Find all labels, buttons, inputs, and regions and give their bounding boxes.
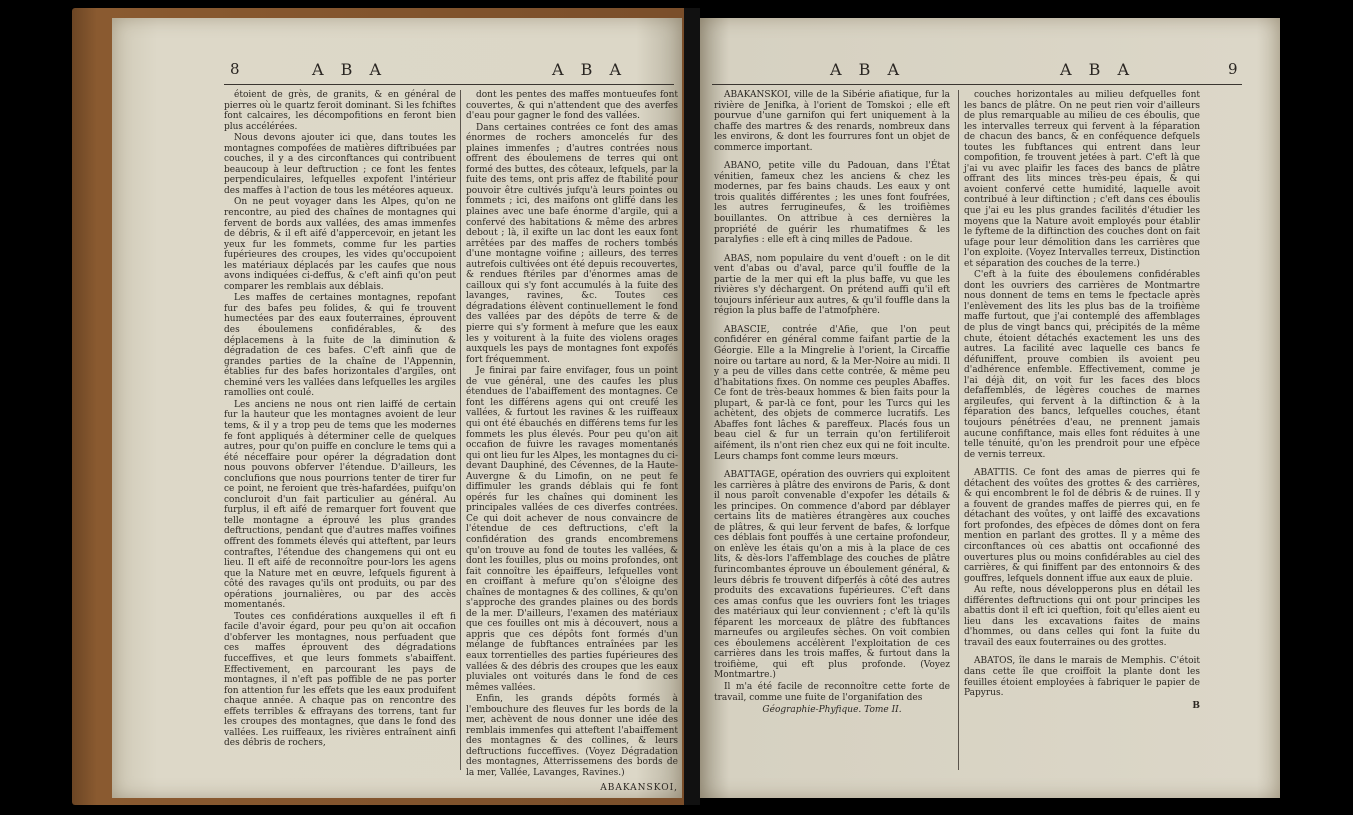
running-head: A B A: [830, 60, 906, 79]
paragraph: Nous devons ajouter ici que, dans toutes les montagnes compofées de matières diftribuées par couches, il y a des circonftances qui contribuent beaucoup à leur deftruction ; ce font les fentes perpendiculaires, lefquelles expofent l'intérieur des maffes à l'action de tous les météores aqueux.: [224, 133, 456, 196]
right-page-column-2: [964, 90, 1200, 780]
running-head: A B A: [312, 60, 388, 79]
page-number: 9: [1228, 60, 1241, 78]
right-page-header: [700, 60, 1280, 84]
paragraph: ABAKANSKOI, ville de la Sibérie afiatique, fur la rivière de Jenifka, à l'orient de Tomskoi ; elle eft pourvue d'une garnifon qui fert uniquement à la chaffe des martres & des renards, nombreux dans les environs, & dont les fourrures font un objet de commerce important.: [714, 90, 950, 153]
left-page: [112, 18, 682, 798]
header-rule: [712, 84, 1242, 85]
page-number: 8: [230, 60, 243, 78]
paragraph: Les maffes de certaines montagnes, repofant fur des bafes peu folides, & qui fe trouvent humectées par des eaux fouterraines, éprouvent des éboulemens confidérables, & des déplacemens à la fuite de la diminution & dégradation de ces bafes. C'eft ainfi que de grandes parties de la chaîne de l'Appennin, établies fur des bafes horizontales d'argiles, ont cheminé vers les vallées dans lefquelles les argiles ramollies ont coulé.: [224, 293, 456, 399]
paragraph: ABATOS, île dans le marais de Memphis. C'étoit dans cette île que croiffoit la plante dont les feuilles étoient employées à fabriquer le papier de Papyrus.: [964, 656, 1200, 699]
paragraph: ABATTAGE, opération des ouvriers qui exploitent les carrières à plâtre des environs de Paris, & dont il nous paroît convenable d'expofer les détails & les principes. On commence d'abord par déblayer certains lits de matières étrangères aux couches de plâtres, & qui leur fervent de bafes, & lorfque ces déblais font pouffés à une certaine profondeur, on enlève les étais qu'on a mis à la place de ces lits, & dès-lors l'affemblage des couches de plâtre furincombantes éprouve un éboulement général, & leurs débris fe trouvent difperfés à côté des autres produits des excavations fupérieures. C'eft dans ces amas confus que les ouvriers font les triages des matériaux qui leur conviennent ; c'eft là qu'ils féparent les morceaux de plâtre des fubftances marneufes ou argileufes sèches. On voit combien ces éboulemens accélèrent l'exploitation de ces carrières dans les trois maffes, & furtout dans la troifième, qui eft plus profonde. (Voyez Montmartre.): [714, 470, 950, 681]
running-head: A B A: [552, 60, 628, 79]
book: [72, 8, 1292, 805]
right-page: [700, 18, 1280, 798]
paragraph: Enfin, les grands dépôts formés à l'embouchure des fleuves fur les bords de la mer, achèvent de nous donner une idée des remblais immenfes qui atteftent l'abaiffement des montagnes & des collines, & leurs deftructions fucceffives. (Voyez Dégradation des montagnes, Atterrissemens des bords de la mer, Vallée, Lavanges, Ravines.): [466, 694, 678, 778]
catchword: ABAKANSKOI,: [600, 782, 678, 793]
paragraph: Dans certaines contrées ce font des amas énormes de rochers amoncelés fur des plaines immenfes ; d'autres contrées nous offrent des éboulemens de terres qui ont formé des buttes, des côteaux, lefquels, par la fuite des tems, ont pris affez de ftabilité pour pouvoir être cultivés jufqu'à leurs pointes ou fommets ; ici, des maifons ont gliffé dans les plaines avec une bafe énorme d'argile, qui a confervé des habitations & même des arbres debout ; là, il exifte un lac dont les eaux font arrêtées par des maffes de rochers tombés d'une montagne voifine ; ailleurs, des terres autrefois cultivées ont été depuis recouvertes, & rendues ftériles par d'énormes amas de cailloux qui s'y font accumulés à la fuite des lavanges, ravines, &c. Toutes ces dégradations élèvent continuellement le fond des vallées par des dépôts de terre & de pierre qui s'y forment à mefure que les eaux les y voiturent à la fuite des violens orages auxquels les pays de montagnes font expofés fort fréquemment.: [466, 122, 678, 365]
paragraph: dont les pentes des maffes montueufes font couvertes, & qui n'attendent que des averfes d'eau pour gagner le fond des vallées.: [466, 90, 678, 122]
left-page-header: [112, 60, 682, 84]
header-rule: [224, 84, 674, 85]
paragraph: couches horizontales au milieu defquelles font les bancs de plâtre. On ne peut rien voir d'ailleurs de plus remarquable au milieu de ces éboulis, que les intervalles terreux qui fervent à la féparation de chacun des bancs, & en conféquence defquels toutes les fubftances qui entrent dans leur compofition, fe trouvent jetées à part. C'eft là que j'ai vu avec plaifir les faces des bancs de plâtre offrant des lits minces très-peu épais, & qui avoient confervé cette humidité, laquelle avoit contribué à leur diftinction ; c'eft dans ces éboulis que j'ai eu les plus grandes facilités d'étudier les moyens que la Nature avoit employés pour établir le fyfteme de la diftinction des couches dont on fait ufage pour leur démolition dans les carrières que l'on exploite. (Voyez Intervalles terreux, Distinction et séparation des couches de la terre.): [964, 90, 1200, 269]
book-gutter: [684, 8, 700, 805]
paragraph: Au refte, nous développerons plus en détail les différentes deftructions qui ont pour principes les abattis dont il eft ici queftion, foit qu'elles aient eu lieu dans les excavations faites de mains d'hommes, ou dans celles qui font la fuite du travail des eaux fouterraines ou des grottes.: [964, 585, 1200, 648]
paragraph: Toutes ces confidérations auxquelles il eft fi facile d'avoir égard, pour peu qu'on ait occafion d'obferver les montagnes, nous perfuadent que ces maffes éprouvent des dégradations fucceffives, et que leurs fommets s'abaiffent. Effectivement, en parcourant les pays de montagnes, il n'eft pas poffible de ne pas porter fon attention fur les effets que les eaux produifent chaque année. A chaque pas on rencontre des effets terribles & effrayans des torrens, tant fur les croupes des montagnes, que dans le fond des vallées. Les ruiffeaux, les rivières entraînent ainfi des débris de rochers,: [224, 611, 456, 749]
paragraph: ABANO, petite ville du Padouan, dans l'État vénitien, fameux chez les anciens & chez les modernes, par fes bains chauds. Les eaux y ont trois qualités différentes ; les unes font foufrées, les autres ferrugineufes, & les troifièmes bouillantes. On attribue à ces dernières la propriété de guérir les rhumatifmes & les paralyfies : elle eft à cinq milles de Padoue.: [714, 161, 950, 246]
paragraph: On ne peut voyager dans les Alpes, qu'on ne rencontre, au pied des chaînes de montagnes qui fervent de bords aux vallées, des amas immenfes de débris, & il eft aifé d'appercevoir, en jetant les yeux fur les fommets, comme fur les parties fupérieures des croupes, les vides qu'occupoient les matériaux déplacés par les caufes que nous avons indiquées ci-deffus, & c'eft ainfi qu'on peut comparer les remblais aux déblais.: [224, 197, 456, 292]
paragraph: étoient de grès, de granits, & en général de pierres où le quartz feroit dominant. Si les fchiftes font calcaires, les décompofitions en feront bien plus accélérées.: [224, 90, 456, 132]
column-rule: [460, 90, 461, 770]
paragraph: ABASCIE, contrée d'Afie, que l'on peut confidérer en général comme faifant partie de la Géorgie. Elle a la Mingrelie à l'orient, la Circaffie noire ou tartare au nord, & la Mer-Noire au midi. Il y a peu de villes dans cette contrée, & même peu d'habitations fixes. On nomme ces peuples Abaffes. Ce font de très-beaux hommes & bien faits pour la plupart, & par-là ce font, pour les Turcs qui les achètent, des objets de commerce lucratifs. Les Abaffes font lâches & pareffeux. Placés fous un beau ciel & fur un terrain qu'on fertiliferoit aifément, ils n'ont rien chez eux qui ne foit inculte. Leurs champs font comme leurs mœurs.: [714, 324, 950, 462]
paragraph: Il m'a été facile de reconnoître cette forte de travail, comme une fuite de l'organifation des: [714, 681, 950, 703]
paragraph: C'eft à la fuite des éboulemens confidérables dont les ouvriers des carrières de Montmartre nous donnent de tems en tems le fpectacle après l'enlèvement des lits les plus bas de la troifième maffe furtout, que j'ai contemplé des affemblages de plus de vingt bancs qui, précipités de la même chute, étoient détachés exactement les uns des autres. La facilité avec laquelle ces bancs fe défuniffent, prouve combien ils avoient peu d'adhérence enfemble. Effectivement, comme je l'ai déjà dit, on voit fur les faces des blocs defaffemblés, de légères couches de marnes argileufes, qui fervent à la diftinction & à la féparation des bancs, lefquelles couches, étant toujours pénétrées d'eau, ne prennent jamais aucune confiftance, mais elles font réduites à une telle ténuité, qu'on les prendroit pour une efpèce de vernis terreux.: [964, 270, 1200, 460]
left-page-column-2: [466, 90, 678, 793]
left-page-column-1: [224, 90, 456, 780]
paragraph: ABATTIS. Ce font des amas de pierres qui fe détachent des voûtes des grottes & des carrières, & qui encombrent le fol de débris & de ruines. Il y a fouvent de grandes maffes de pierres qui, en fe détachant des voûtes, y ont laiffé des excavations fort profondes, des efpèces de dômes dont on fera mention en parlant des grottes. Il y a même des circonftances où ces abattis ont occafionné des ouvertures plus ou moins confidérables au ciel des carrières, & qui finiffent par des entonnoirs & des gouffres, lefquels donnent iffue aux eaux de pluie.: [964, 468, 1200, 584]
running-head: A B A: [1060, 60, 1136, 79]
right-page-column-1: [714, 90, 950, 780]
paragraph: ABAS, nom populaire du vent d'oueft : on le dit vent d'abas ou d'aval, parce qu'il fouffle de la partie de la mer qui eft la plus baffe, vu que les rivières s'y déchargent. On prétend auffi qu'il eft toujours inférieur aux autres, & qu'il fouffle dans la région la plus baffe de l'atmofphère.: [714, 253, 950, 317]
page-footer: Géographie-Phyfique. Tome II.: [762, 705, 902, 716]
column-rule: [958, 90, 959, 770]
signature-mark: B: [1192, 700, 1200, 711]
paragraph: Les anciens ne nous ont rien laiffé de certain fur la hauteur que les montagnes avoient de leur tems, & il y a trop peu de tems que les modernes fe font appliqués à déterminer celle de quelques autres, pour qu'on puiffe en conclure le tems qui a été néceffaire pour opérer la dégradation dont nous pouvons obferver l'étendue. D'ailleurs, les conclufions que nous pourrions tenter de tirer fur ce point, ne feroient que très-hafardées, puifqu'on concluroit d'un fait particulier au général. Au furplus, il eft aifé de remarquer fort fouvent que telle montagne a éprouvé les plus grandes deftructions, pendant que d'autres maffes voifines offrent des fommets élevés qui atteftent, par leurs contraftes, l'étendue des changemens qui ont eu lieu. Il eft aifé de reconnoître pour-lors les agens que la Nature met en œuvre, lefquels figurent à côté des ravages qu'ils ont produits, ou par des opérations journalières, ou par des accès momentanés.: [224, 399, 456, 611]
paragraph: Je finirai par faire envifager, fous un point de vue général, une des caufes les plus étendues de l'abaiffement des montagnes. Ce font les différens agens qui ont creufé les vallées, & furtout les ravines & les ruiffeaux qui ont été ébauchés en différens tems fur les fommets les plus élevés. Pour peu qu'on ait occafion de fuivre les ravages momentanés qui ont lieu fur les Alpes, les montagnes du ci-devant Dauphiné, des Cévennes, de la Haute-Auvergne & du Limofin, on ne peut fe diffimuler les grands déblais qui fe font opérés fur les chaînes qui dominent les principales vallées de ces diverfes contrées. Ce qui doit achever de nous convaincre de l'étendue de ces deftructions, c'eft la confidération des grands encombremens qu'on trouve au fond de toutes les vallées, & dont les fouilles, plus ou moins profondes, ont fait connoître les épaiffeurs, lefquelles vont en croiffant à mefure qu'on s'éloigne des chaînes de montagnes & des collines, & qu'on s'approche des grandes plaines ou des bords de la mer. D'ailleurs, l'examen des matériaux que ces fouilles ont mis à découvert, nous a appris que ces dépôts font formés d'un mélange de fubftances entraînées par les eaux torrentielles des parties fupérieures des vallées & des débris des croupes que les eaux pluviales ont voiturés dans le fond de ces mêmes vallées.: [466, 366, 678, 693]
